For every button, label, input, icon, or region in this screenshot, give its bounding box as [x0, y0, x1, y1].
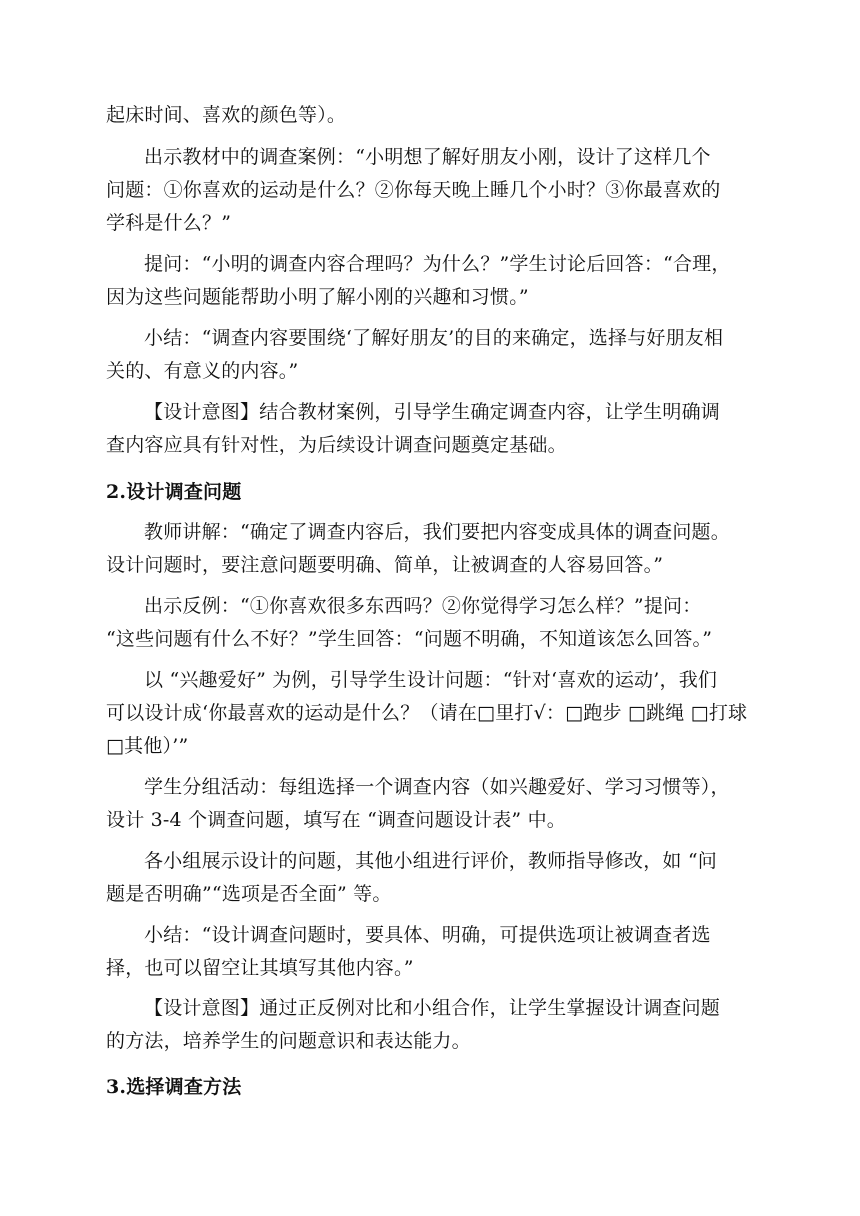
text-line: 因为这些问题能帮助小明了解小刚的兴趣和习惯。”: [106, 286, 529, 308]
text-line: 【设计意图】通过正反例对比和小组合作，让学生掌握设计调查问题: [144, 997, 721, 1019]
text-line: 起床时间、喜欢的颜色等）。: [106, 104, 347, 126]
text-line: 【设计意图】结合教材案例，引导学生确定调查内容，让学生明确调: [144, 401, 721, 423]
text-line: 设计 3-4 个调查问题，填写在 “调查问题设计表” 中。: [106, 809, 566, 831]
text-line: 择，也可以留空让其填写其他内容。”: [106, 957, 414, 979]
text-line: 学生分组活动：每组选择一个调查内容（如兴趣爱好、学习习惯等），: [144, 776, 730, 798]
text-line: 出示反例：“①你喜欢很多东西吗？②你觉得学习怎么样？”提问：: [144, 595, 702, 617]
text-line: 教师讲解：“确定了调查内容后，我们要把内容变成具体的调查问题。: [144, 521, 730, 543]
text-line: 设计问题时，要注意问题要明确、简单，让被调查的人容易回答。”: [106, 554, 664, 576]
text-line: 提问：“小明的调查内容合理吗？为什么？”学生讨论后回答：“合理，: [144, 253, 731, 275]
text-line: 以 “兴趣爱好” 为例，引导学生设计问题：“针对‘喜欢的运动’，我们: [144, 669, 718, 691]
text-line: 问题：①你喜欢的运动是什么？②你每天晚上睡几个小时？③你最喜欢的: [106, 179, 721, 201]
text-line: “这些问题有什么不好？”学生回答：“问题不明确，不知道该怎么回答。”: [106, 628, 713, 650]
text-line: 可以设计成‘你最喜欢的运动是什么？（请在□里打√：□跑步 □跳绳 □打球: [106, 702, 748, 724]
text-line: 各小组展示设计的问题，其他小组进行评价，教师指导修改，如 “问: [144, 850, 717, 872]
text-line: 小结：“设计调查问题时，要具体、明确，可提供选项让被调查者选: [144, 924, 711, 946]
text-line: 查内容应具有针对性，为后续设计调查问题奠定基础。: [106, 434, 567, 456]
section-heading: 3.选择调查方法: [106, 1076, 242, 1098]
text-line: □其他）’”: [106, 735, 189, 757]
text-line: 小结：“调查内容要围绕‘了解好朋友’的目的来确定，选择与好朋友相: [144, 327, 724, 349]
text-line: 出示教材中的调查案例：“小明想了解好朋友小刚，设计了这样几个: [144, 146, 711, 168]
text-line: 学科是什么？”: [106, 212, 232, 234]
text-line: 关的、有意义的内容。”: [106, 360, 299, 382]
text-line: 的方法，培养学生的问题意识和表达能力。: [106, 1030, 471, 1052]
section-heading: 2.设计调查问题: [106, 481, 242, 503]
text-line: 题是否明确”“选项是否全面” 等。: [106, 883, 392, 905]
